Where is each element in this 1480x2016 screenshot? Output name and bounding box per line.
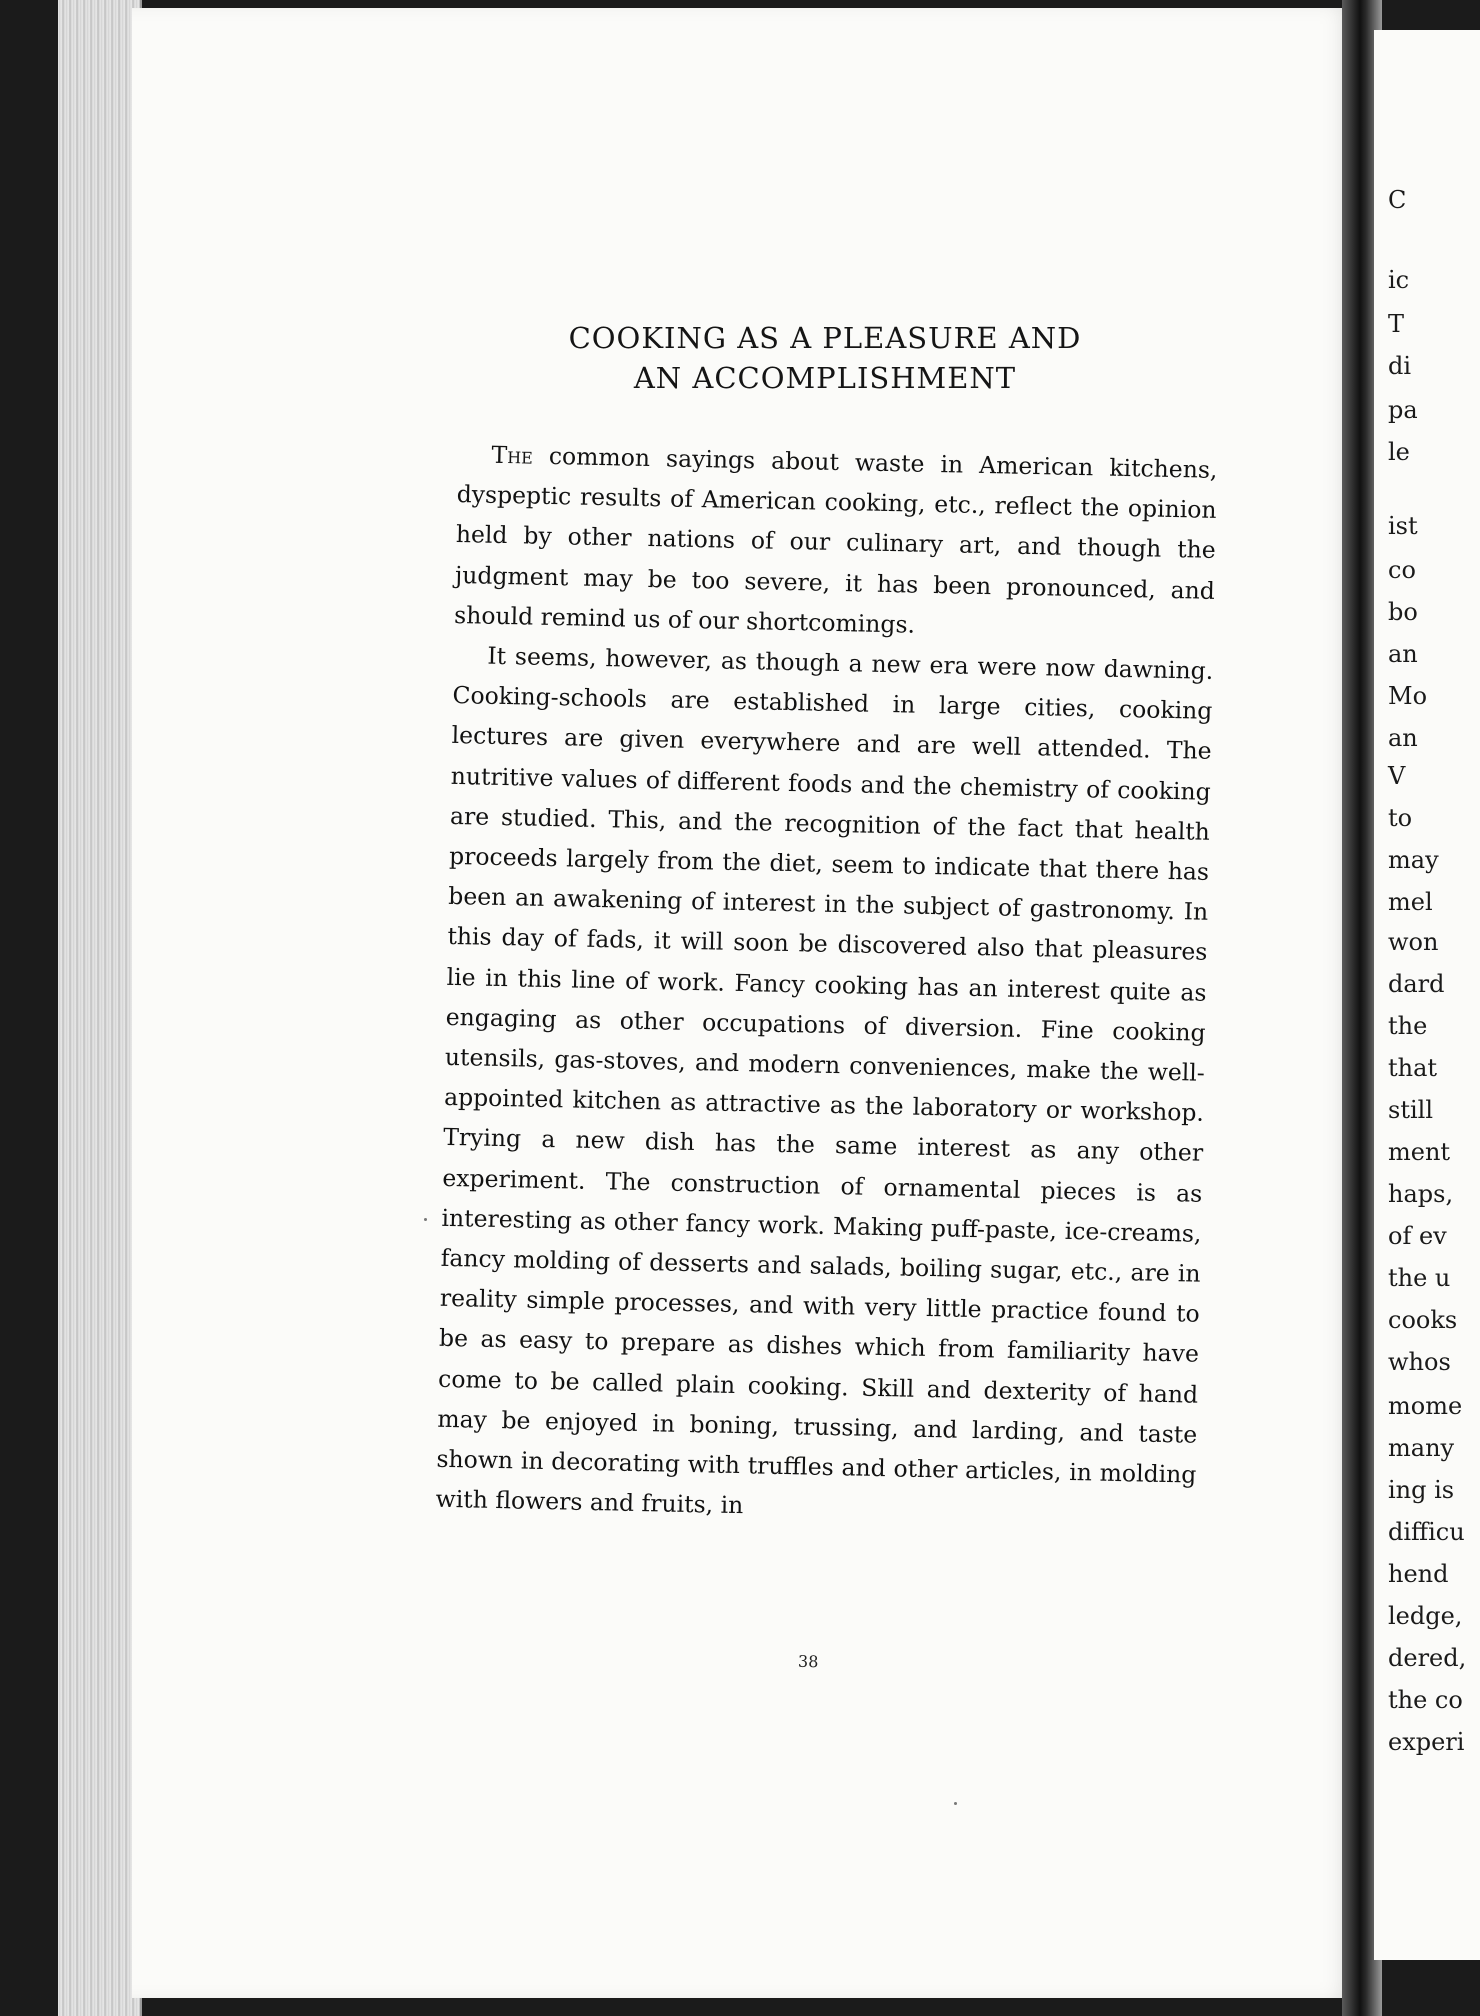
paragraph-1-lead: The — [491, 440, 534, 470]
facing-page-line: mel — [1388, 888, 1433, 916]
facing-page-line: experi — [1388, 1728, 1465, 1756]
facing-page-line: ing is — [1388, 1476, 1455, 1504]
facing-page-line: the — [1388, 1012, 1428, 1040]
facing-page-line: an — [1388, 724, 1418, 752]
facing-page-line: won — [1388, 928, 1439, 956]
facing-page-line: pa — [1388, 396, 1418, 424]
facing-page-line: Mo — [1388, 682, 1428, 710]
facing-page-line: ment — [1388, 1138, 1451, 1166]
facing-page-line: T — [1388, 310, 1405, 338]
facing-page-line: haps, — [1388, 1180, 1454, 1208]
chapter-title-line-2: AN ACCOMPLISHMENT — [633, 361, 1017, 395]
facing-page-line: co — [1388, 556, 1416, 584]
paragraph-1-rest: common sayings about waste in American kitchens, dyspeptic results of American cooking, etc., reflect the opinion held by other nations of our culinary art, and though the judgment may be too severe, it has been pronounced, and should remind us of our shortcomings. — [453, 441, 1218, 639]
facing-page-line: whos — [1388, 1348, 1451, 1376]
facing-page-line: V — [1388, 762, 1406, 790]
facing-page-line: the u — [1388, 1264, 1451, 1292]
facing-page-line: the co — [1388, 1686, 1463, 1714]
facing-page-line: difficu — [1388, 1518, 1465, 1546]
facing-page-line: mome — [1388, 1392, 1463, 1420]
facing-page — [1374, 30, 1480, 1960]
facing-page-line: that — [1388, 1054, 1438, 1082]
facing-page-line: di — [1388, 352, 1412, 380]
page-number: 38 — [797, 1651, 819, 1672]
facing-page-line: bo — [1388, 598, 1418, 626]
paragraph-2: It seems, however, as though a new era were now dawning. Cooking-schools are established in large cities, cooking lectures are given everywhere and are well attended. The nutritive values of different foods and the chemistry of cooking are studied. This, and the recognition of the fact that health proceeds largely from the diet, seem to indicate that there has been an awakening of interest in the subject of gastronomy. In this day of fads, it will soon be discovered also that pleasures lie in this line of work. Fancy cooking has an interest quite as engaging as other occupations of diversion. Fine cooking utensils, gas-stoves, and modern conveniences, make the well-appointed kitchen as attractive as the laboratory or workshop. Trying a new dish has the same interest as any other experiment. The construction of ornamental pieces is as interesting as other fancy work. Making puff-paste, ice-creams, fancy molding of desserts and salads, boiling sugar, etc., are in reality simple processes, and with very little practice found to be as easy to prepare as dishes which from familiarity have come to be called plain cooking. Skill and dexterity of hand may be enjoyed in boning, trussing, and larding, and taste shown in decorating with truffles and other articles, in molding with flowers and fruits, in — [435, 641, 1214, 1520]
facing-page-line: many — [1388, 1434, 1455, 1462]
paper-speck — [424, 1218, 427, 1221]
facing-page-line: dard — [1388, 970, 1445, 998]
facing-page-line: le — [1388, 438, 1410, 466]
facing-page-line: C — [1388, 186, 1407, 214]
body-text — [432, 434, 1218, 1680]
facing-page-line: cooks — [1388, 1306, 1458, 1334]
facing-page-line: an — [1388, 640, 1418, 668]
chapter-title-line-1: COOKING AS A PLEASURE AND — [568, 321, 1082, 355]
facing-page-line: of ev — [1388, 1222, 1447, 1250]
facing-page-line: ic — [1388, 266, 1410, 294]
facing-page-line: may — [1388, 846, 1439, 874]
facing-page-line: to — [1388, 804, 1413, 832]
paragraph-1 — [454, 434, 1218, 651]
facing-page-line: ist — [1388, 512, 1418, 540]
book-page-edges — [58, 0, 142, 2016]
paper-speck — [954, 1802, 957, 1805]
facing-page-line: dered, — [1388, 1644, 1467, 1672]
facing-page-line: hend — [1388, 1560, 1449, 1588]
facing-page-line: ledge, — [1388, 1602, 1463, 1630]
facing-page-line: still — [1388, 1096, 1433, 1124]
